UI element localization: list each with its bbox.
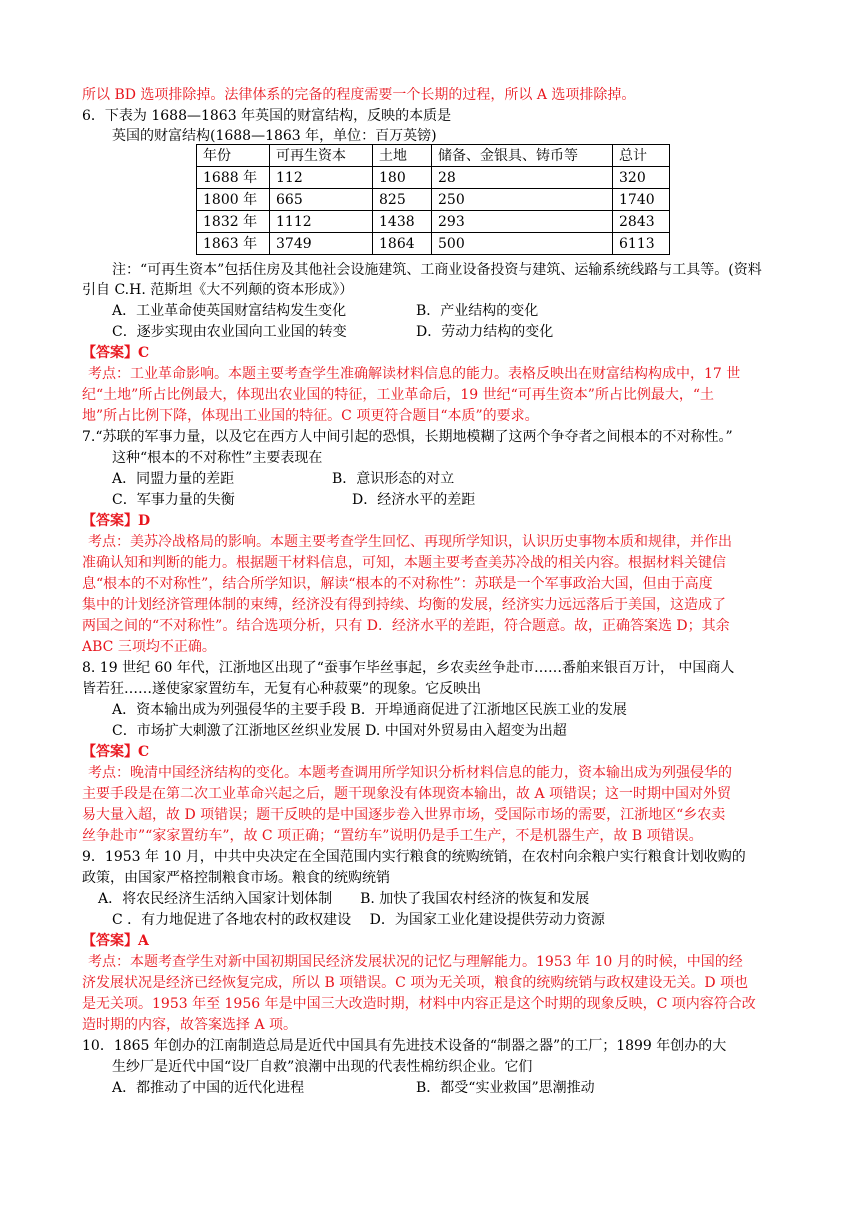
- wealth-structure-table: [196, 144, 670, 255]
- table-row: [197, 233, 670, 255]
- q6-analysis-line: 考点：工业革命影响。本题主要考查学生准确解读材料信息的能力。表格反映出在财富结构构成中，17 世: [88, 366, 741, 382]
- table-cell: 825: [373, 189, 432, 211]
- q5-analysis-tail: 所以 BD 选项排除掉。法律体系的完备的程度需要一个长期的过程，所以 A 选项排除掉。: [82, 87, 636, 103]
- q6-answer: 【答案】C: [82, 345, 150, 361]
- q8-analysis-line: 考点：晚清中国经济结构的变化。本题考查调用所学知识分析材料信息的能力，资本输出成为列强侵华的: [88, 765, 732, 781]
- table-cell: 250: [432, 189, 613, 211]
- table-cell: 1112: [270, 211, 373, 233]
- q7-analysis-line: 集中的计划经济管理体制的束缚，经济没有得到持续、均衡的发展，经济实力远远落后于美国，这造成了: [82, 597, 726, 613]
- q6-option-a: A．工业革命使英国财富结构发生变化: [112, 303, 347, 319]
- q6-analysis-line: 纪“土地”所占比例最大，体现出农业国的特征，工业革命后，19 世纪“可再生资本”所占比例最大，“土: [82, 387, 715, 403]
- q6-option-c: C．逐步实现由农业国向工业国的转变: [112, 324, 347, 340]
- q8-stem-line-1: 8. 19 世纪 60 年代，江浙地区出现了“蚕事乍毕丝事起，乡农卖丝争赴市……番舶来银百万计， 中国商人: [82, 660, 735, 676]
- table-cell: 28: [432, 167, 613, 189]
- table-cell: 1740: [613, 189, 670, 211]
- table-header-cell: 土地: [373, 145, 432, 167]
- q10-option-a: A．都推动了中国的近代化进程: [112, 1080, 305, 1096]
- q9-analysis-line: 是无关项。1953 年至 1956 年是中国三大改造时期，材料中内容正是这个时期的现象反映，C 项内容符合改: [82, 996, 756, 1012]
- q8-analysis-line: 易大量入超，故 D 项错误；题干反映的是中国逐步卷入世界市场，受国际市场的需要，江浙地区“乡农卖: [82, 807, 726, 823]
- q7-option-c: C．军事力量的失衡: [112, 492, 235, 508]
- q6-note-line-2: 引自 C.H. 范斯坦《大不列颠的资本形成》）: [82, 282, 354, 298]
- table-cell: 3749: [270, 233, 373, 255]
- q9-options-ab: A．将农民经济生活纳入国家计划体制 B. 加快了我国农村经济的恢复和发展: [98, 891, 590, 907]
- table-header-row: [197, 145, 670, 167]
- q9-stem-line-1: 9．1953 年 10 月，中共中央决定在全国范围内实行粮食的统购统销，在农村向余粮户实行粮食计划收购的: [82, 849, 746, 865]
- q9-analysis-line: 造时期的内容，故答案选择 A 项。: [82, 1017, 298, 1033]
- q6-analysis-line: 地”所占比例下降，体现出工业国的特征。C 项更符合题目“本质”的要求。: [82, 408, 539, 424]
- q9-options-cd: C ．有力地促进了各地农村的政权建设 D．为国家工业化建设提供劳动力资源: [112, 912, 605, 928]
- table-header-cell: 可再生资本: [270, 145, 373, 167]
- q8-answer: 【答案】C: [82, 744, 150, 760]
- q7-analysis-line: 考点：美苏冷战格局的影响。本题主要考查学生回忆、再现所学知识，认识历史事物本质和规律，并作出: [88, 534, 732, 550]
- table-cell: 293: [432, 211, 613, 233]
- q10-stem-line-2: 生纱厂是近代中国“设厂自救”浪潮中出现的代表性棉纺织企业。它们: [112, 1059, 533, 1075]
- q7-answer: 【答案】D: [82, 513, 151, 529]
- q7-option-a: A．同盟力量的差距: [112, 471, 235, 487]
- q8-options-cd: C．市场扩大刺激了江浙地区丝织业发展 D. 中国对外贸易由入超变为出超: [112, 723, 567, 739]
- q6-table-title: 英国的财富结构(1688—1863 年，单位：百万英镑): [112, 128, 437, 144]
- table-row: [197, 167, 670, 189]
- q9-answer: 【答案】A: [82, 933, 149, 949]
- q7-option-d: D．经济水平的差距: [352, 492, 476, 508]
- table-row: [197, 211, 670, 233]
- table-header-cell: 年份: [197, 145, 270, 167]
- table-cell: 1800 年: [197, 189, 270, 211]
- table-cell: 1832 年: [197, 211, 270, 233]
- table-cell: 2843: [613, 211, 670, 233]
- q10-stem-line-1: 10．1865 年创办的江南制造总局是近代中国具有先进技术设备的“制器之器”的工厂；1899 年创办的大: [82, 1038, 727, 1054]
- table-cell: 500: [432, 233, 613, 255]
- q6-stem: 6．下表为 1688—1863 年英国的财富结构，反映的本质是: [82, 108, 452, 124]
- q8-analysis-line: 丝争赴市”“家家置纺车”，故 C 项正确；“置纺车”说明仍是手工生产，不是机器生产，故 B 项错误。: [82, 828, 703, 844]
- table-row: [197, 189, 670, 211]
- q9-analysis-line: 济发展状况是经济已经恢复完成，所以 B 项错误。C 项为无关项，粮食的统购统销与政权建设无关。D 项也: [82, 975, 749, 991]
- table-cell: 1688 年: [197, 167, 270, 189]
- table-cell: 1864: [373, 233, 432, 255]
- q7-analysis-line: ABC 三项均不正确。: [82, 639, 216, 655]
- q7-analysis-line: 两国之间的“不对称性”。结合选项分析，只有 D．经济水平的差距，符合题意。故，正确答案选 D；其余: [82, 618, 730, 634]
- table-cell: 6113: [613, 233, 670, 255]
- q6-note-line-1: 注：“可再生资本”包括住房及其他社会设施建筑、工商业设备投资与建筑、运输系统线路与工具等。(资料: [112, 262, 762, 278]
- table-cell: 665: [270, 189, 373, 211]
- q6-option-b: B．产业结构的变化: [416, 303, 539, 319]
- q7-option-b: B．意识形态的对立: [332, 471, 455, 487]
- q8-options-ab: A．资本输出成为列强侵华的主要手段 B．开埠通商促进了江浙地区民族工业的发展: [112, 702, 627, 718]
- q8-stem-line-2: 皆若狂……遂使家家置纺车，无复有心种菽粟”的现象。它反映出: [82, 681, 482, 697]
- q10-option-b: B．都受“实业救国”思潮推动: [416, 1080, 595, 1096]
- table-cell: 112: [270, 167, 373, 189]
- q7-analysis-line: 准确认知和判断的能力。根据题干材料信息，可知，本题主要考查美苏冷战的相关内容。根据材料关键信: [82, 555, 726, 571]
- q9-stem-line-2: 政策，由国家严格控制粮食市场。粮食的统购统销: [82, 870, 390, 886]
- q9-analysis-line: 考点：本题考查学生对新中国初期国民经济发展状况的记忆与理解能力。1953 年 10 月的时候，中国的经: [88, 954, 743, 970]
- table-cell: 1863 年: [197, 233, 270, 255]
- q7-stem-line-1: 7.“苏联的军事力量，以及它在西方人中间引起的恐惧，长期地模糊了这两个争夺者之间根本的不对称性。”: [82, 429, 733, 445]
- q6-option-d: D．劳动力结构的变化: [416, 324, 554, 340]
- table-cell: 320: [613, 167, 670, 189]
- q8-analysis-line: 主要手段是在第二次工业革命兴起之后，题干现象没有体现资本输出，故 A 项错误；这一时期中国对外贸: [82, 786, 732, 802]
- q7-analysis-line: 息“根本的不对称性”，结合所学知识，解读“根本的不对称性”：苏联是一个军事政治大国，但由于高度: [82, 576, 713, 592]
- table-header-cell: 储备、金银具、铸币等: [432, 145, 613, 167]
- table-header-cell: 总计: [613, 145, 670, 167]
- table-cell: 180: [373, 167, 432, 189]
- q7-stem-line-2: 这种“根本的不对称性”主要表现在: [112, 450, 323, 466]
- table-cell: 1438: [373, 211, 432, 233]
